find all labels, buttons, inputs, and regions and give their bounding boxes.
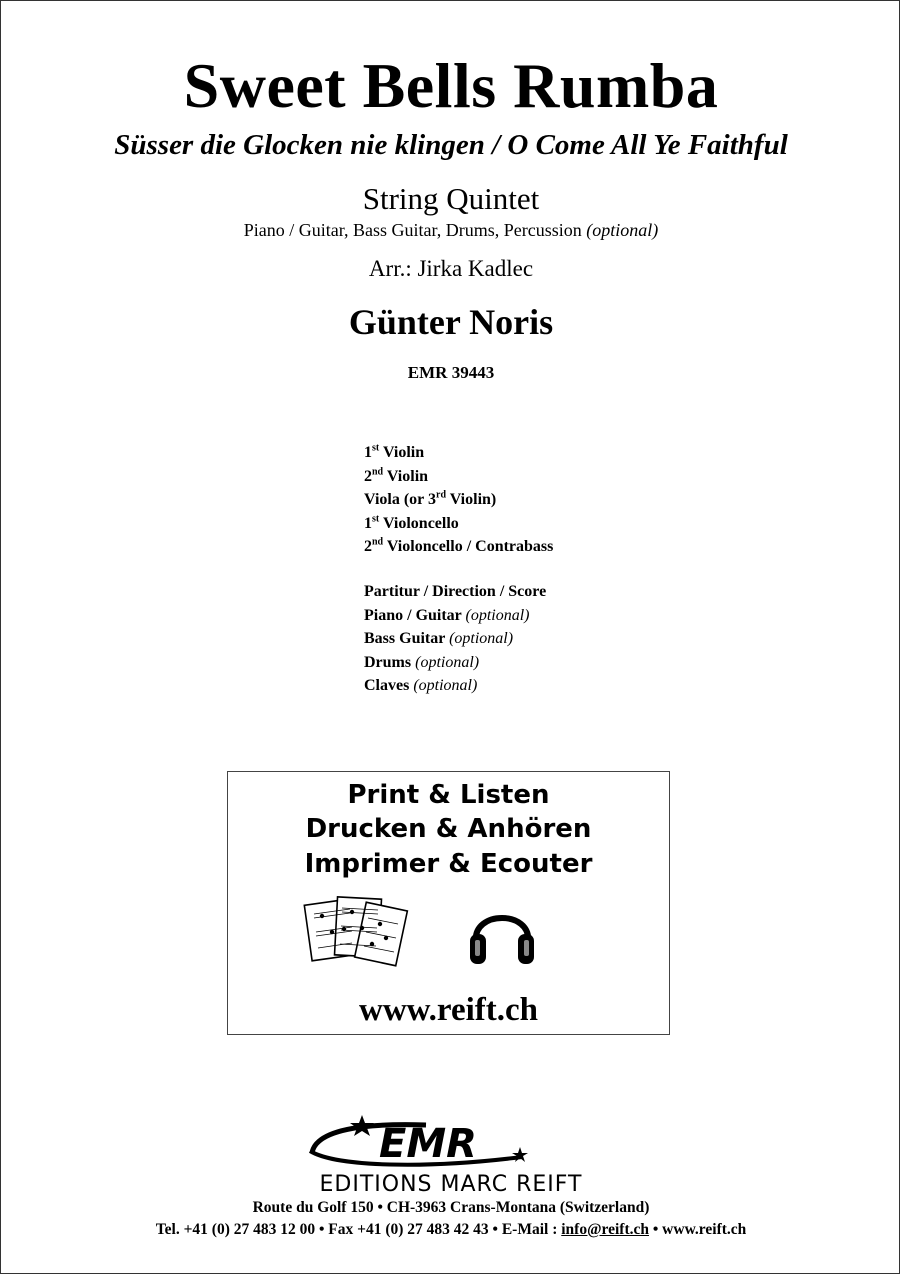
svg-text:EMR: EMR xyxy=(379,1121,477,1167)
part-item: 2nd Violoncello / Contrabass xyxy=(364,536,554,555)
part-item: 2nd Violin xyxy=(364,466,429,485)
string-parts-list xyxy=(364,441,553,559)
piece-subtitle: Süsser die Glocken nie klingen / O Come All Ye Faithful xyxy=(114,129,788,161)
part-item: Partitur / Direction / Score xyxy=(364,583,547,600)
ensemble-label: String Quintet xyxy=(362,181,540,216)
part-item: Drums (optional) xyxy=(364,653,480,671)
other-parts-list xyxy=(364,580,546,698)
part-item: Claves (optional) xyxy=(364,677,478,694)
part-item: Bass Guitar (optional) xyxy=(364,630,514,647)
composer-name: Günter Noris xyxy=(348,302,554,342)
publisher-contact: Tel. +41 (0) 27 483 12 00 • Fax +41 (0) 27 483 42 43 • E-Mail : info@reift.ch • www.reift.ch xyxy=(155,1221,747,1238)
instrumentation-list: Piano / Guitar, Bass Guitar, Drums, Percussion xyxy=(243,220,582,240)
part-item: 1st Violoncello xyxy=(364,513,459,532)
promo-line-french: Imprimer & Ecouter xyxy=(304,849,593,879)
part-item: Piano / Guitar (optional) xyxy=(364,606,530,624)
instrumentation-optional: (optional) xyxy=(586,220,659,240)
arranger-credit: Arr.: Jirka Kadlec xyxy=(368,256,534,281)
sheet-music-icon xyxy=(302,892,412,972)
piece-title: Sweet Bells Rumba xyxy=(183,50,719,121)
part-item: 1st Violin xyxy=(364,442,425,461)
headphones-icon xyxy=(466,894,538,972)
promo-line-english: Print & Listen xyxy=(347,780,550,810)
instrumentation-line xyxy=(1,220,900,241)
catalog-number: EMR 39443 xyxy=(407,363,495,382)
publisher-name: EDITIONS MARC REIFT xyxy=(319,1172,583,1197)
email-link[interactable]: info@reift.ch xyxy=(561,1221,649,1238)
print-listen-box xyxy=(227,771,670,1035)
promo-line-german: Drucken & Anhören xyxy=(305,814,592,844)
publisher-address: Route du Golf 150 • CH-3963 Crans-Montana (Switzerland) xyxy=(252,1199,650,1216)
promo-website[interactable]: www.reift.ch xyxy=(358,992,539,1028)
part-item: Viola (or 3rd Violin) xyxy=(364,489,497,508)
emr-logo-icon xyxy=(306,1111,546,1173)
